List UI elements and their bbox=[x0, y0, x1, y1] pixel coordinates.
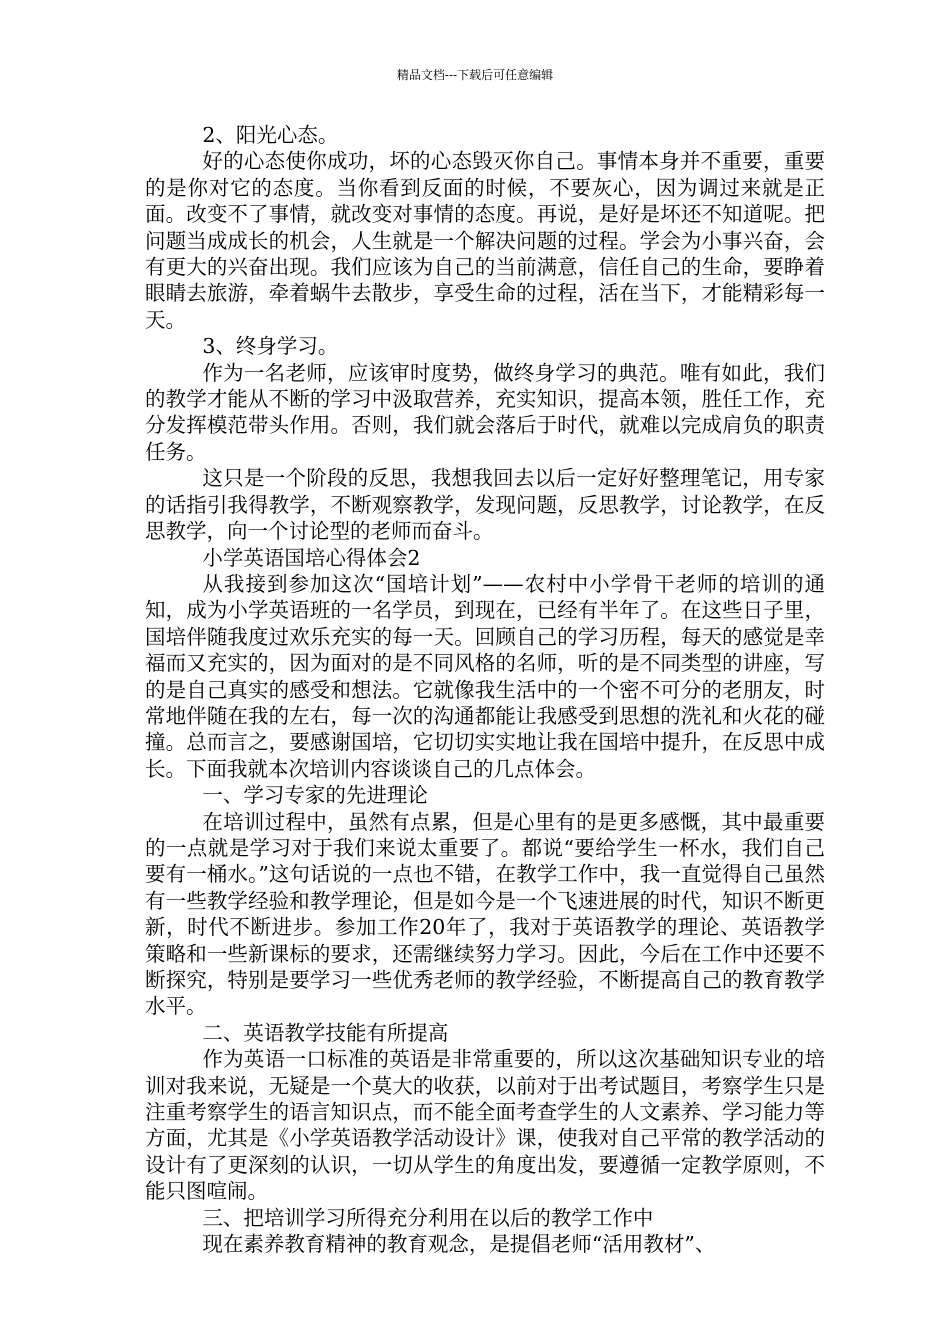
document-body bbox=[145, 122, 825, 1257]
paragraph: 在培训过程中，虽然有点累，但是心里有的是更多感慨，其中最重要的一点就是学习对于我们来说太重要了。都说“要给学生一杯水，我们自己要有一桶水。”这句话说的一点也不错，在教学工作中，我一直觉得自己虽然有一些教学经验和教学理论，但是如今是一个飞速进展的时代，知识不断更新，时代不断进步。参加工作20年了，我对于英语教学的理论、英语教学策略和一些新课标的要求，还需继续努力学习。因此，今后在工作中还要不断探究，特别是要学习一些优秀老师的教学经验，不断提高自己的教育教学水平。 bbox=[145, 809, 825, 1019]
paragraph: 这只是一个阶段的反思，我想我回去以后一定好好整理笔记，用专家的话指引我得教学，不断观察教学，发现问题，反思教学，讨论教学，在反思教学，向一个讨论型的老师而奋斗。 bbox=[145, 466, 825, 544]
paragraph: 好的心态使你成功，坏的心态毁灭你自己。事情本身并不重要，重要的是你对它的态度。当你看到反面的时候，不要灰心，因为调过来就是正面。改变不了事情，就改变对事情的态度。再说，是好是坏还不知道呢。把问题当成成长的机会，人生就是一个解决问题的过程。学会为小事兴奋，会有更大的兴奋出现。我们应该为自己的当前满意，信任自己的生命，要睁着眼睛去旅游，牵着蜗牛去散步，享受生命的过程，活在当下，才能精彩每一天。 bbox=[145, 149, 825, 332]
paragraph: 作为英语一口标准的英语是非常重要的，所以这次基础知识专业的培训对我来说，无疑是一个莫大的收获，以前对于出考试题目，考察学生只是注重考察学生的语言知识点，而不能全面考查学生的人文素养、学习能力等方面，尤其是《小学英语教学活动设计》课，使我对自己平常的教学活动的设计有了更深刻的认识，一切从学生的角度出发，要遵循一定教学原则，不能只图喧闹。 bbox=[145, 1047, 825, 1204]
section-title: 小学英语国培心得体会2 bbox=[202, 545, 421, 570]
heading-sunshine-mindset: 2、阳光心态。 bbox=[202, 123, 339, 147]
heading-teaching-skills: 二、英语教学技能有所提高 bbox=[202, 1020, 449, 1045]
paragraph: 从我接到参加这次“国培计划”——农村中小学骨干老师的培训的通知，成为小学英语班的一名学员，到现在，已经有半年了。在这些日子里，国培伴随我度过欢乐充实的每一天。回顾自己的学习历程，每天的感觉是幸福而又充实的，因为面对的是不同风格的名师，听的是不同类型的讲座，写的是自己真实的感受和想法。它就像我生活中的一个密不可分的老朋友，时常地伴随在我的左右，每一次的沟通都能让我感受到思想的洗礼和火花的碰撞。总而言之，要感谢国培，它切切实实地让我在国培中提升，在反思中成长。下面我就本次培训内容谈谈自己的几点体会。 bbox=[145, 571, 825, 781]
page-header: 精品文档---下载后可任意编辑 bbox=[396, 68, 554, 82]
paragraph: 现在素养教育精神的教育观念，是提倡老师“活用教材”、 bbox=[202, 1232, 716, 1257]
paragraph: 作为一名老师，应该审时度势，做终身学习的典范。唯有如此，我们的教学才能从不断的学习中汲取营养，充实知识，提高本领，胜任工作，充分发挥模范带头作用。否则，我们就会落后于时代，就难以完成肩负的职责任务。 bbox=[145, 360, 825, 464]
heading-lifelong-learning: 3、终身学习。 bbox=[202, 334, 339, 359]
heading-expert-theory: 一、学习专家的先进理论 bbox=[202, 783, 428, 808]
heading-apply-training: 三、把培训学习所得充分利用在以后的教学工作中 bbox=[202, 1205, 654, 1230]
